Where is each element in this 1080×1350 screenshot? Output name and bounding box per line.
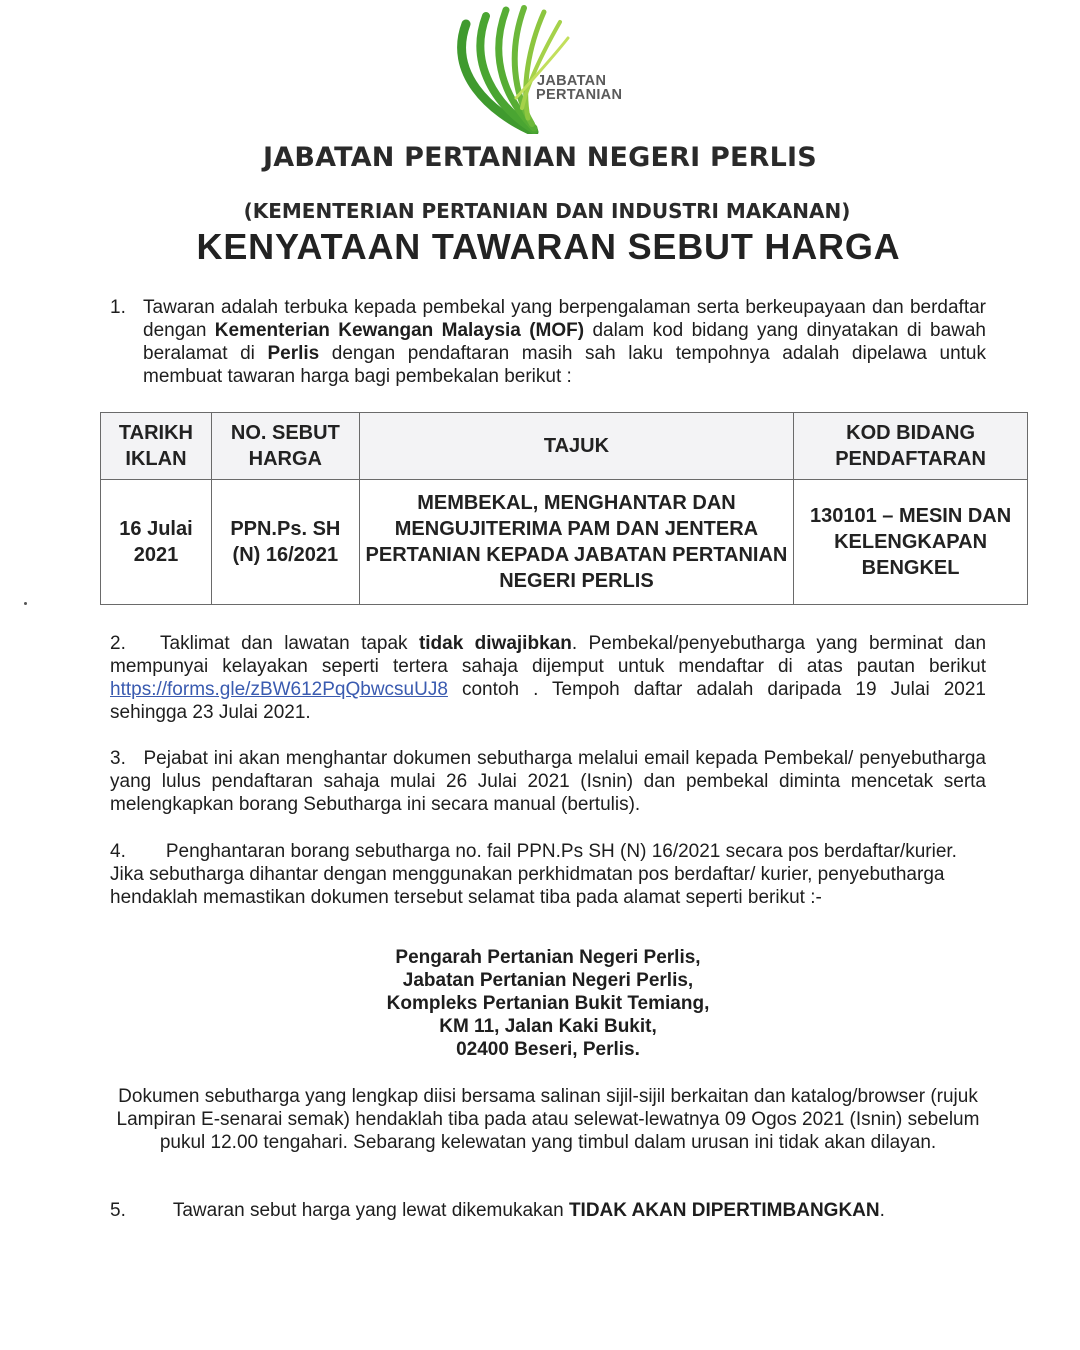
paragraph-1-body (143, 296, 986, 388)
agency-logo (448, 2, 658, 132)
logo-text-line2: PERTANIAN (536, 87, 623, 103)
paragraph-1-bold-mof: Kementerian Kewangan Malaysia (MOF) (214, 320, 585, 341)
paragraph-5 (110, 1199, 986, 1222)
agency-name: JABATAN PERTANIAN NEGERI PERLIS (263, 142, 817, 173)
table-header-row (101, 413, 1028, 480)
notice-title: KENYATAAN TAWARAN SEBUT HARGA (196, 226, 901, 267)
paragraph-3 (110, 747, 986, 816)
paragraph-5-number: 5. (110, 1200, 126, 1221)
paragraph-4-text: Penghantaran borang sebutharga no. fail PPN.Ps SH (N) 16/2021 secara pos berdaftar/kurier. Jika sebutharga dihantar dengan menggunakan perkhidmatan pos berdaftar/ kurier, penyebutharga hendaklah memastikan dokumen tersebut selamat tiba pada alamat seperti berikut :- (110, 841, 957, 908)
paragraph-2-number: 2. (110, 633, 126, 654)
paragraph-4-closing: Dokumen sebutharga yang lengkap diisi bersama salinan sijil-sijil berkaitan dan katalog/browser (rujuk Lampiran E-senarai semak) hendaklah tiba pada atau selewat-lewatnya 09 Ogos 2021 (Isnin) sebelum pukul 12.00 tengahari. Sebarang kelewatan yang timbul dalam urusan ini tidak akan dilayan. (116, 1086, 980, 1153)
paragraph-5-end: . (879, 1200, 885, 1221)
address-line-1: Pengarah Pertanian Negeri Perlis, (395, 947, 701, 968)
cell-code: 130101 – MESIN DAN KELENGKAPAN BENGKEL (794, 480, 1028, 605)
logo-text-line1: JABATAN (537, 73, 607, 89)
cell-date: 16 Julai 2021 (101, 480, 212, 605)
paragraph-2-text-b: . Pembekal/penyebutharga yang berminat dan mempunyai kelayakan seperti tertera sahaja dijemput untuk mendaftar di atas pautan berikut (110, 633, 987, 677)
paragraph-1-text-c: dengan pendaftaran masih sah laku tempohnya adalah dipelawa untuk membuat tawaran harga bagi pembekalan berikut : (143, 343, 986, 387)
header-date: TARIKH IKLAN (101, 413, 212, 480)
paragraph-1-number: 1. (110, 297, 126, 318)
cell-title: MEMBEKAL, MENGHANTAR DAN MENGUJITERIMA PAM DAN JENTERA PERTANIAN KEPADA JABATAN PERTANIAN NEGERI PERLIS (359, 480, 793, 605)
leaf-sweep-logo-icon (448, 2, 578, 134)
table-row (101, 480, 1028, 605)
paragraph-1 (110, 296, 986, 388)
scan-speck (24, 602, 27, 605)
paragraph-4-number: 4. (110, 841, 126, 862)
paragraph-5-bold: TIDAK AKAN DIPERTIMBANGKAN (568, 1200, 880, 1221)
header-title: TAJUK (359, 413, 793, 480)
offer-table (100, 412, 1028, 605)
header-code: KOD BIDANG PENDAFTARAN (794, 413, 1028, 480)
paragraph-2-bold: tidak diwajibkan (418, 633, 572, 654)
address-line-5: 02400 Beseri, Perlis. (456, 1039, 640, 1060)
address-line-3: Kompleks Pertanian Bukit Temiang, (386, 993, 710, 1014)
paragraph-3-text: Pejabat ini akan menghantar dokumen sebutharga melalui email kepada Pembekal/ penyebutharga yang lulus pendaftaran sahaja mulai 26 Julai 2021 (Isnin) dan pembekal diminta mencetak serta melengkapkan borang Sebutharga ini secara manual (bertulis). (110, 748, 986, 815)
paragraph-5-text: Tawaran sebut harga yang lewat dikemukakan (172, 1200, 569, 1221)
paragraph-2-text-c: contoh . Tempoh daftar adalah daripada 19 Julai 2021 sehingga 23 Julai 2021. (110, 679, 986, 723)
paragraph-1-text-a: Tawaran adalah terbuka kepada pembekal yang berpengalaman serta berkeupayaan dan berdaftar dengan (143, 297, 986, 341)
paragraph-3-number: 3. (110, 748, 126, 769)
paragraph-2-text-a: Taklimat dan lawatan tapak (160, 633, 419, 654)
delivery-address (0, 946, 1080, 1061)
registration-link[interactable]: https://forms.gle/zBW612PqQbwcsuUJ8 (110, 679, 448, 700)
address-line-4: KM 11, Jalan Kaki Bukit, (439, 1016, 657, 1037)
paragraph-2 (110, 632, 986, 724)
address-line-2: Jabatan Pertanian Negeri Perlis, (402, 970, 694, 991)
ministry-name: (KEMENTERIAN PERTANIAN DAN INDUSTRI MAKANAN) (243, 199, 851, 223)
paragraph-1-bold-perlis: Perlis (267, 343, 320, 364)
paragraph-4 (110, 840, 986, 909)
header-ref: NO. SEBUT HARGA (211, 413, 359, 480)
cell-ref: PPN.Ps. SH (N) 16/2021 (211, 480, 359, 605)
paragraph-1-text-b: dalam kod bidang yang dinyatakan di bawah beralamat di (143, 320, 986, 364)
